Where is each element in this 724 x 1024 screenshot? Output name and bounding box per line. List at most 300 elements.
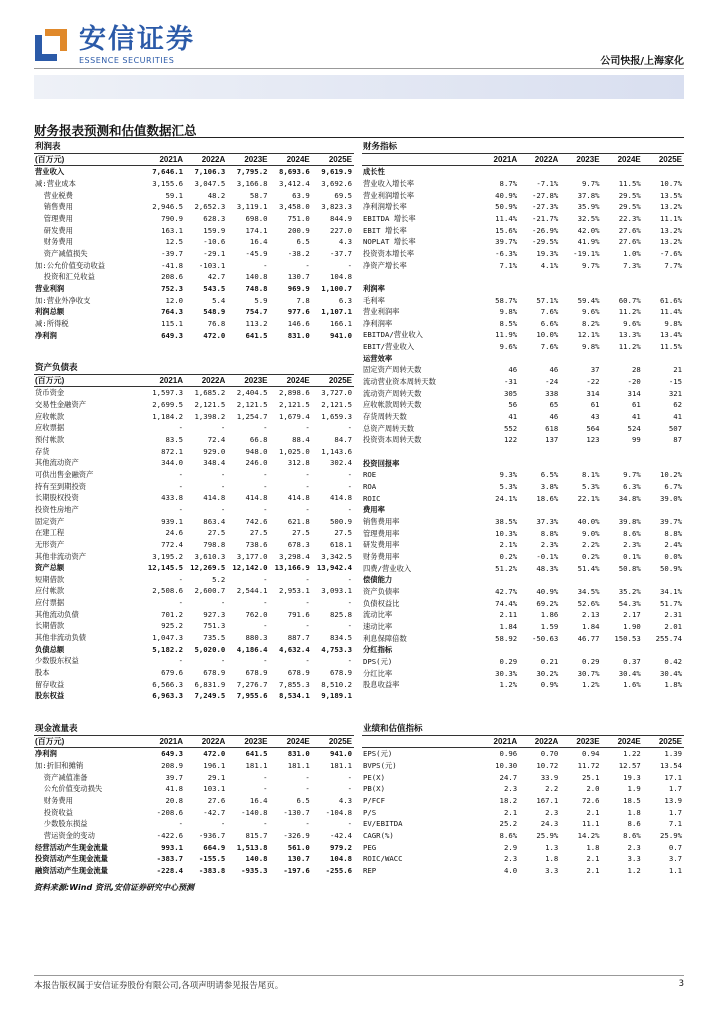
cell-value [602, 574, 643, 586]
year-header: 2024E [602, 735, 643, 748]
table-row [362, 329, 684, 341]
row-label: 负债权益比 [363, 598, 400, 608]
row-label: 在建工程 [35, 528, 65, 538]
row-label: 少数股东损益 [35, 819, 88, 829]
row-label: ROE [363, 470, 377, 480]
cell-value: -45.9 [245, 248, 268, 258]
cell-value: 140.8 [245, 854, 268, 864]
cell-value: 61 [631, 400, 641, 410]
cell-value: 552 [503, 423, 518, 433]
table-row [34, 690, 354, 702]
logo-mark-icon [35, 29, 73, 63]
row-label: 持有至到期投资 [35, 481, 87, 491]
cell-value: 58.7 [249, 190, 268, 200]
cell-value: 887.7 [287, 633, 310, 643]
logo-en-text: ESSENCE SECURITIES [79, 56, 175, 65]
cell-value: 69.5 [334, 190, 352, 200]
cell-value: 1.7 [668, 784, 682, 794]
cell-value: 69.2% [536, 598, 559, 608]
table-row [362, 469, 684, 481]
row-label: 营运资金的变动 [35, 830, 95, 840]
cell-value: 6.3 [338, 295, 352, 305]
table-row [362, 306, 684, 318]
cell-value: 7,795.2 [236, 167, 268, 177]
cell-value: - [347, 574, 352, 584]
cell-value: -27.3% [531, 202, 559, 212]
cell-value: 166.1 [330, 318, 352, 328]
cell-value: 27.5 [207, 528, 226, 538]
cell-value: 5.9 [254, 295, 268, 305]
cell-value: 993.1 [161, 842, 184, 852]
table-row [34, 760, 354, 772]
cell-value: - [305, 656, 310, 666]
row-label: NOPLAT 增长率 [363, 237, 416, 247]
cell-value: 414.8 [245, 493, 268, 503]
cell-value: 13.54 [660, 760, 682, 770]
cell-value: 2.3 [627, 842, 641, 852]
row-label: 销售费用 [35, 202, 73, 212]
cell-value: 122 [503, 435, 518, 445]
cell-value: 13,166.9 [274, 563, 310, 573]
cell-value: 11.5% [618, 178, 641, 188]
cell-value: 46 [549, 365, 559, 375]
cell-value: 1.2% [581, 680, 600, 690]
cell-value: 2.1% [499, 540, 518, 550]
cell-value: 927.3 [203, 609, 226, 619]
table-row [362, 458, 684, 470]
table-row [34, 748, 354, 760]
row-label: 存货 [35, 446, 50, 456]
cell-value: 46 [549, 412, 559, 422]
cell-value: - [305, 784, 310, 794]
cell-value: 27.5 [334, 528, 352, 538]
cell-value: 863.4 [203, 516, 226, 526]
cell-value: 834.5 [330, 633, 352, 643]
cell-value: 32.5% [577, 213, 600, 223]
cell-value [478, 271, 519, 283]
cell-value: -422.6 [156, 830, 184, 840]
cell-value: 2.2 [545, 784, 559, 794]
cell-value: 2.13 [581, 610, 600, 620]
table-row [362, 539, 684, 551]
cell-value: 649.3 [161, 330, 184, 340]
cell-value: 751.0 [287, 213, 310, 223]
cell-value: 83.5 [165, 434, 184, 444]
row-label: 利润总额 [35, 307, 65, 317]
cell-value: 11.9% [495, 330, 518, 340]
year-header: 2024E [270, 735, 312, 748]
row-label: 净利润 [35, 749, 57, 759]
page-title: 财务报表预测和估值数据汇总 [34, 123, 197, 138]
year-header: 2023E [560, 153, 601, 166]
row-label: 财务费用 [35, 795, 73, 805]
row-label: 应收帐款周转天数 [363, 400, 422, 410]
cell-value: 790.9 [161, 213, 184, 223]
cell-value: 25.9% [660, 830, 682, 840]
cell-value: 61.6% [660, 295, 682, 305]
table-row [362, 376, 684, 388]
cell-value: 3,412.4 [278, 178, 310, 188]
title-divider [34, 137, 684, 138]
cell-value: 2,121.5 [236, 399, 268, 409]
cell-value: 38.5% [495, 516, 518, 526]
cell-value: 472.0 [203, 749, 226, 759]
cell-value: 3,119.1 [236, 202, 268, 212]
cell-value: - [220, 819, 226, 829]
year-header: 2021A [478, 735, 519, 748]
cell-value [560, 283, 601, 295]
cell-value: 2.11 [499, 610, 518, 620]
cell-value: 0.70 [540, 749, 559, 759]
table-row [362, 668, 684, 680]
valuation-table [362, 723, 684, 877]
table-row [362, 528, 684, 540]
cell-value: 8,693.6 [278, 167, 310, 177]
report-type: 公司快报/上海家化 [600, 56, 684, 67]
cell-value: 929.0 [203, 446, 226, 456]
cell-value: 9,189.1 [321, 691, 352, 701]
cell-value: 2.3 [503, 854, 518, 864]
cell-value: 3.3 [545, 865, 559, 875]
cell-value: 42.7% [495, 586, 518, 596]
year-header: 2021A [143, 374, 185, 387]
balance-sheet-table [34, 362, 354, 702]
table-row [34, 655, 354, 667]
row-label: 可供出售金融资产 [35, 469, 94, 479]
cell-value: 3,342.5 [321, 551, 352, 561]
cell-value: 39.7 [165, 772, 184, 782]
cell-value: 618 [545, 423, 559, 433]
cell-value: - [220, 469, 226, 479]
cell-value: 10.0% [536, 330, 559, 340]
cell-value: 0.42 [664, 656, 682, 666]
row-label: ROIC [363, 493, 381, 503]
cell-value: 762.0 [245, 609, 268, 619]
cell-value: 1,659.3 [321, 411, 352, 421]
cell-value: - [347, 656, 352, 666]
cell-value: - [305, 260, 310, 270]
table-row [362, 563, 684, 575]
cell-value: 7,955.6 [236, 691, 268, 701]
cell-value: 174.1 [245, 225, 268, 235]
cell-value: 33.9 [540, 772, 559, 782]
row-label: 毛利率 [363, 295, 385, 305]
table-row [34, 865, 354, 877]
table-row [34, 434, 354, 446]
cell-value: 9.8% [581, 342, 600, 352]
cell-value: -383.7 [156, 854, 184, 864]
cell-value: 939.1 [161, 516, 184, 526]
cell-value: 3,155.6 [152, 178, 184, 188]
cell-value: -31 [503, 377, 518, 387]
cell-value: 88.4 [292, 434, 310, 444]
cell-value: 0.2% [581, 551, 600, 561]
row-label: 管理费用率 [363, 528, 400, 538]
cell-value: 1.9 [627, 784, 641, 794]
cell-value: 507 [668, 423, 682, 433]
cell-value: 11.72 [577, 760, 600, 770]
table-row [34, 178, 354, 190]
cell-value: 51.4% [577, 563, 600, 573]
cell-value: - [220, 656, 226, 666]
table-row [34, 201, 354, 213]
row-label: 偿债能力 [363, 575, 393, 585]
cell-value: 6,831.9 [194, 679, 226, 689]
cell-value: 2.3% [540, 540, 559, 550]
cell-value: - [178, 423, 184, 433]
row-label: 存货周转天数 [363, 412, 407, 422]
row-label: 减:营业成本 [35, 178, 76, 188]
cell-value: 27.6% [618, 225, 641, 235]
table-row [362, 248, 684, 260]
table-row [34, 469, 354, 481]
row-label: 投资资本周转天数 [363, 435, 422, 445]
row-label: 无形资产 [35, 539, 65, 549]
table-row [34, 818, 354, 830]
cell-value: -197.6 [283, 865, 310, 875]
row-label: 研发费用率 [363, 540, 400, 550]
cell-value: 28 [631, 365, 641, 375]
cell-value: 22.1% [577, 493, 600, 503]
cell-value: 146.6 [287, 318, 310, 328]
table-row [34, 399, 354, 411]
cell-value: 4.3 [338, 237, 352, 247]
cell-value: 42.7 [207, 272, 226, 282]
cell-value: 7.6% [540, 307, 559, 317]
row-label: 净资产增长率 [363, 260, 407, 270]
table-row [362, 260, 684, 272]
cell-value: 12,145.5 [147, 563, 184, 573]
cell-value [519, 271, 560, 283]
cell-value: 348.4 [203, 458, 226, 468]
cell-value: -41.8 [161, 260, 184, 270]
table-row [34, 330, 354, 342]
cell-value: 48.3% [536, 563, 559, 573]
cell-value: -26.9% [531, 225, 559, 235]
cell-value: - [305, 621, 310, 631]
cell-value: 0.7 [668, 842, 682, 852]
cell-value: -7.6% [660, 248, 682, 258]
cell-value [478, 458, 519, 470]
cell-value: 2.0 [586, 784, 600, 794]
cell-value: 159.9 [203, 225, 226, 235]
cell-value: 1,047.3 [152, 633, 184, 643]
cell-value [519, 458, 560, 470]
cell-value: 1.86 [540, 610, 559, 620]
year-header: 2025E [312, 735, 354, 748]
cell-value: 2.3 [503, 784, 518, 794]
cell-value: 10.3% [495, 528, 518, 538]
cell-value [602, 504, 643, 516]
cell-value: 3,093.1 [321, 586, 352, 596]
cell-value: - [263, 423, 268, 433]
cell-value: 8.1% [581, 470, 600, 480]
row-label: 运营效率 [363, 353, 393, 363]
table-row [362, 598, 684, 610]
cell-value: 17.1 [664, 772, 682, 782]
table-row [34, 527, 354, 539]
cell-value: 12,142.0 [232, 563, 268, 573]
cell-value: 433.8 [161, 493, 184, 503]
cell-value [643, 446, 684, 458]
cell-value: 13.9 [664, 795, 682, 805]
row-label: 利润率 [363, 283, 385, 293]
cell-value: 74.4% [495, 598, 518, 608]
cell-value: 7.1 [668, 819, 682, 829]
cell-value: 7.3% [623, 260, 641, 270]
cell-value: - [305, 772, 310, 782]
cell-value: 6.5 [296, 237, 310, 247]
cell-value: 564 [586, 423, 600, 433]
row-label: 资产负债率 [363, 586, 400, 596]
cell-value: 941.0 [330, 749, 352, 759]
cell-value: 12.57 [618, 760, 641, 770]
cell-value: 29.1 [207, 772, 226, 782]
cell-value: -42.7 [203, 807, 226, 817]
cell-value: 772.4 [161, 539, 184, 549]
cell-value: 8.5% [499, 318, 518, 328]
cell-value: 8.8% [664, 528, 682, 538]
cell-value: 4.3 [338, 795, 352, 805]
cell-value: 11.2% [618, 307, 641, 317]
cell-value: 1,254.7 [236, 411, 268, 421]
table-row [362, 399, 684, 411]
footer-divider [34, 975, 684, 976]
cell-value: 1.0% [623, 248, 641, 258]
table-row [362, 830, 684, 842]
cell-value [560, 504, 601, 516]
cell-value: 13.2% [660, 237, 682, 247]
cell-value: -42.4 [330, 830, 352, 840]
cell-value: 46 [508, 365, 518, 375]
table-row [362, 166, 684, 178]
cell-value [602, 166, 643, 178]
cell-value: 6.6% [540, 318, 559, 328]
row-label: 融资活动产生现金流量 [35, 865, 108, 875]
cell-value: 113.2 [245, 318, 268, 328]
cell-value: 59.1 [165, 190, 184, 200]
cell-value: - [178, 574, 184, 584]
table-row [34, 248, 354, 260]
table-row [34, 260, 354, 272]
cell-value: - [220, 481, 226, 491]
cell-value [560, 458, 601, 470]
cell-value: - [220, 504, 226, 514]
cell-value: 1.84 [499, 621, 518, 631]
table-row [34, 422, 354, 434]
table-row [34, 620, 354, 632]
cell-value: 50.9% [495, 202, 518, 212]
row-label: 短期借款 [35, 574, 65, 584]
row-label: 销售费用率 [363, 516, 400, 526]
cell-value: 8.6% [499, 830, 518, 840]
table-row [362, 411, 684, 423]
cell-value: - [347, 423, 352, 433]
cell-value: 12.5 [165, 237, 184, 247]
cell-value: -19.1% [573, 248, 600, 258]
cell-value: -38.2 [287, 248, 310, 258]
cell-value: - [263, 598, 268, 608]
cell-value [478, 504, 519, 516]
cell-value: 1,107.1 [321, 307, 352, 317]
cell-value [602, 353, 643, 365]
cell-value: 1.2 [627, 865, 641, 875]
page-number: 3 [678, 979, 684, 989]
cell-value: 19.3% [536, 248, 559, 258]
cell-value: - [347, 772, 352, 782]
cell-value [643, 166, 684, 178]
cell-value: 13.4% [660, 330, 682, 340]
cell-value: 738.6 [245, 539, 268, 549]
cell-value: -29.5% [531, 237, 559, 247]
cell-value: 2.1 [586, 854, 600, 864]
cell-value [643, 644, 684, 656]
cell-value: 548.9 [203, 307, 226, 317]
cell-value [602, 283, 643, 295]
cell-value: -383.8 [198, 865, 226, 875]
unit-header: (百万元) [34, 374, 143, 387]
cell-value: 678.3 [287, 539, 310, 549]
cell-value: 37 [590, 365, 600, 375]
cell-value: 104.8 [330, 272, 352, 282]
row-label: 交易性金融资产 [35, 399, 87, 409]
table-row [34, 457, 354, 469]
cell-value: - [178, 481, 184, 491]
cell-value: 7.1% [499, 260, 518, 270]
cell-value: 1,100.7 [321, 283, 352, 293]
row-label: 利息保障倍数 [363, 633, 407, 643]
cell-value: 41 [508, 412, 518, 422]
cell-value: 59.4% [577, 295, 600, 305]
cell-value: 5.3% [581, 482, 600, 491]
cell-value: 9.0% [581, 528, 600, 538]
cell-value: 414.8 [287, 493, 310, 503]
cell-value: 748.8 [245, 283, 268, 293]
row-label: 加:公允价值变动收益 [35, 260, 106, 270]
section-heading: 现金流量表 [34, 723, 354, 735]
cell-value: 815.7 [245, 830, 268, 840]
cell-value: 649.3 [161, 749, 184, 759]
cell-value: 25.1 [581, 772, 600, 782]
cell-value: 7,855.3 [278, 679, 310, 689]
cell-value: 0.2% [499, 551, 518, 561]
year-header: 2021A [478, 153, 519, 166]
table-row [362, 818, 684, 830]
cell-value: 2,946.5 [152, 202, 184, 212]
cell-value: 24.7 [499, 772, 518, 782]
cell-value: -15 [668, 377, 682, 387]
cell-value: 0.94 [581, 749, 600, 759]
row-label: 货币资金 [35, 388, 65, 398]
cell-value: 255.74 [655, 633, 682, 643]
cell-value: 5,020.0 [194, 644, 226, 654]
row-label: ROA [363, 482, 377, 491]
row-label: EBIT/营业收入 [363, 342, 415, 352]
cell-value: - [347, 469, 352, 479]
cell-value: 30.4% [660, 668, 682, 678]
year-header: 2025E [312, 153, 354, 166]
cell-value: 41 [631, 412, 641, 422]
row-label: 其他非流动资产 [35, 551, 87, 561]
cell-value: 130.7 [287, 854, 310, 864]
cell-value: 10.7% [660, 178, 682, 188]
cell-value: 87 [673, 435, 682, 445]
row-label: 资产减值损失 [35, 248, 88, 258]
section-heading: 资产负债表 [34, 362, 354, 374]
cell-value: 27.5 [292, 528, 310, 538]
cell-value: -6.3% [495, 248, 518, 258]
table-row [34, 772, 354, 784]
